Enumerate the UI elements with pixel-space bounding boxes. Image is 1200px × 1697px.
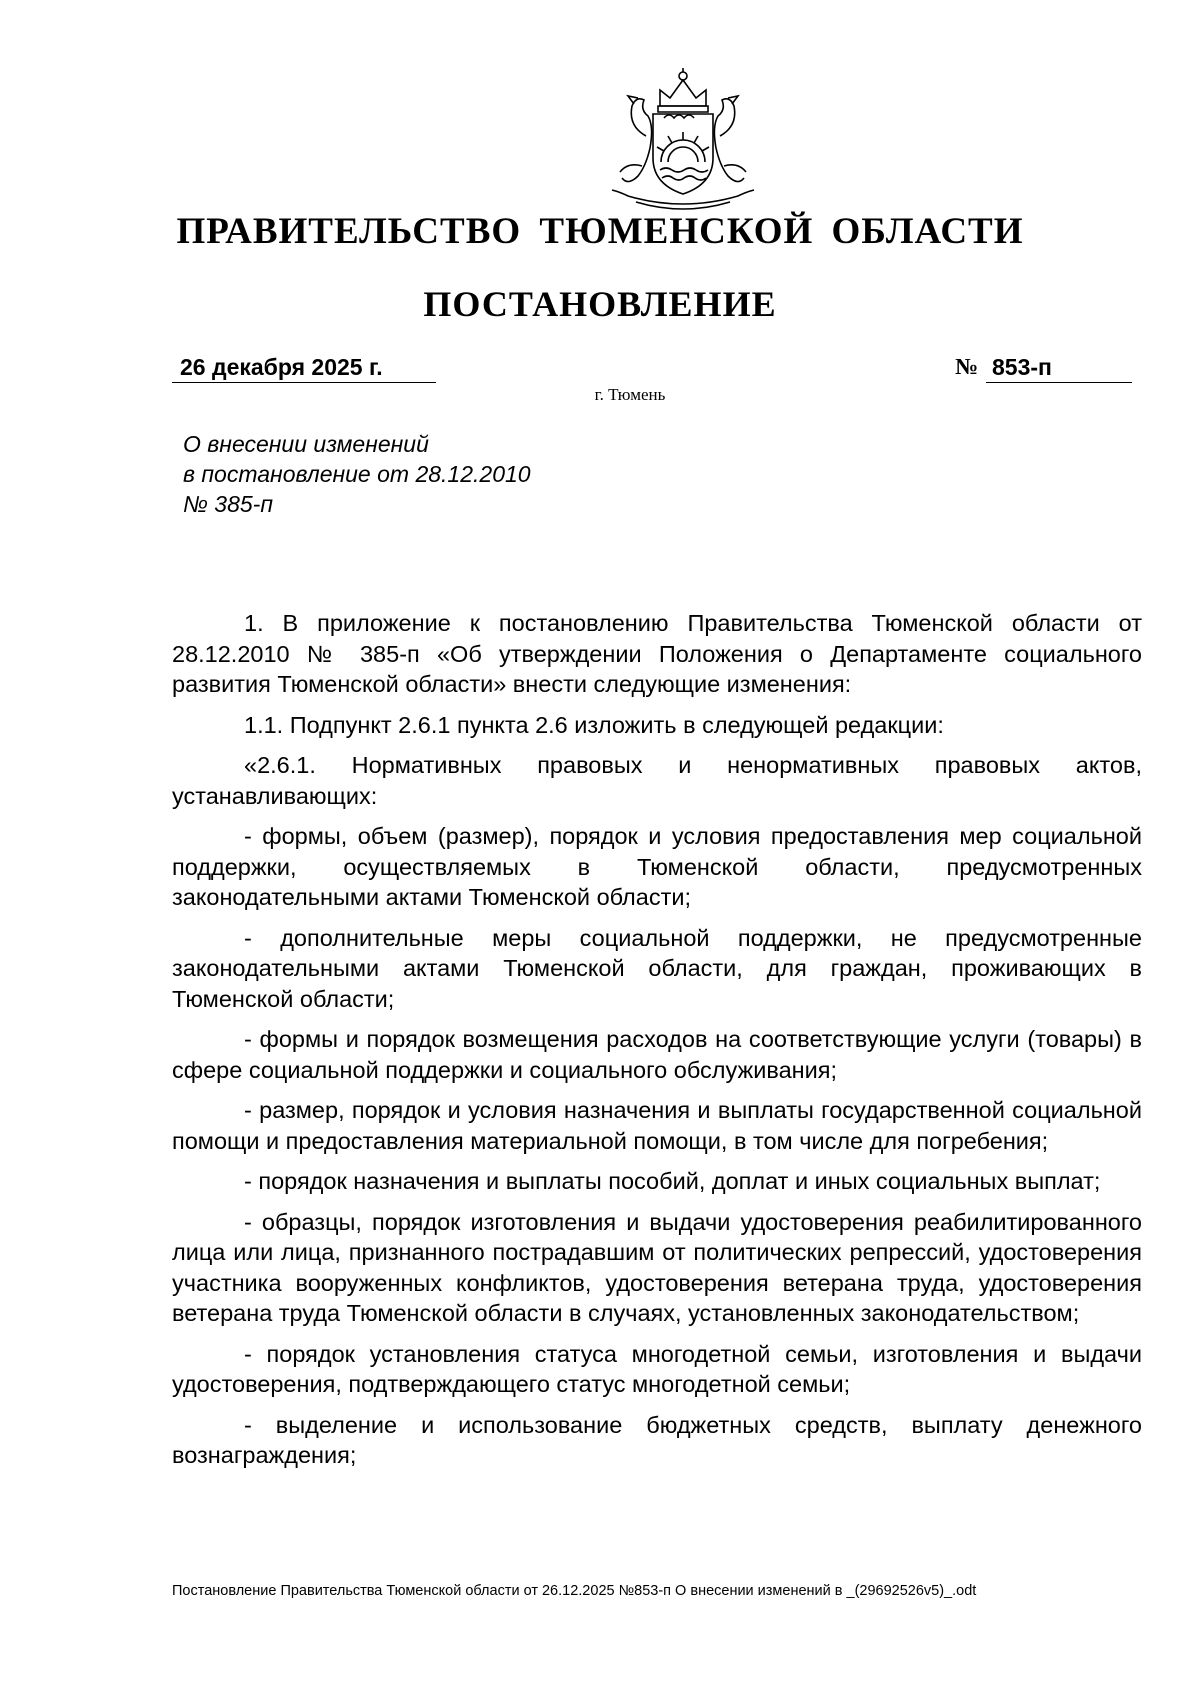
city-name: г. Тюмень — [594, 385, 666, 404]
subject-line: в постановление от 28.12.2010 — [183, 461, 531, 487]
number-label: № — [955, 354, 979, 379]
body-paragraph: - порядок назначения и выплаты пособий, доплат и иных социальных выплат; — [244, 1168, 1101, 1194]
body-paragraph: «2.6.1. Нормативных правовых и ненормативных правовых актов, устанавливающих: — [172, 752, 1142, 809]
body-paragraph: 1.1. Подпункт 2.6.1 пункта 2.6 изложить в следующей редакции: — [244, 711, 944, 738]
document-subject — [183, 429, 531, 519]
document-date: 26 декабря 2025 г. — [172, 352, 436, 383]
document-type: ПОСТАНОВЛЕНИЕ — [423, 284, 777, 324]
body-paragraph: - формы, объем (размер), порядок и условия предоставления мер социальной поддержки, осуществляемых в Тюменской области, предусмотренных законодательными актами Тюменской области; — [172, 823, 1142, 910]
body-paragraph: - размер, порядок и условия назначения и выплаты государственной социальной помощи и предоставления материальной помощи, в том числе для погребения; — [172, 1097, 1142, 1154]
body-paragraph: - дополнительные меры социальной поддержки, не предусмотренные законодательными актами Тюменской области, для граждан, проживающих в Тюменской области; — [172, 924, 1142, 1012]
body-paragraph: 1. В приложение к постановлению Правительства Тюменской области от 28.12.2010 № 385-п «Об утверждении Положения о Департаменте социального развития Тюменской области» внести следующие изменения: — [172, 610, 1142, 697]
body-paragraph: - формы и порядок возмещения расходов на соответствующие услуги (товары) в сфере социальной поддержки и социального обслуживания; — [172, 1026, 1142, 1083]
body-paragraph: - порядок установления статуса многодетной семьи, изготовления и выдачи удостоверения, подтверждающего статус многодетной семьи; — [172, 1340, 1142, 1397]
document-body — [172, 608, 1142, 1481]
government-title: ПРАВИТЕЛЬСТВО ТЮМЕНСКОЙ ОБЛАСТИ — [176, 211, 1024, 252]
subject-line: № 385-п — [183, 491, 273, 517]
coat-of-arms-icon — [598, 66, 768, 214]
body-paragraph: - образцы, порядок изготовления и выдачи удостоверения реабилитированного лица или лица, признанного пострадавшим от политических репрессий, удостоверения участника вооруженных конфликтов, удостоверения ветерана труда, удостоверения ветерана труда Тюменской области в случаях, установленных законодательством; — [172, 1208, 1142, 1326]
subject-line: О внесении изменений — [183, 431, 429, 457]
page-footer: Постановление Правительства Тюменской области от 26.12.2025 №853-п О внесении изменений в _(29692526v5)_.odt — [172, 1583, 977, 1599]
body-paragraph: - выделение и использование бюджетных средств, выплату денежного вознаграждения; — [172, 1411, 1142, 1468]
document-number: 853-п — [986, 352, 1132, 383]
